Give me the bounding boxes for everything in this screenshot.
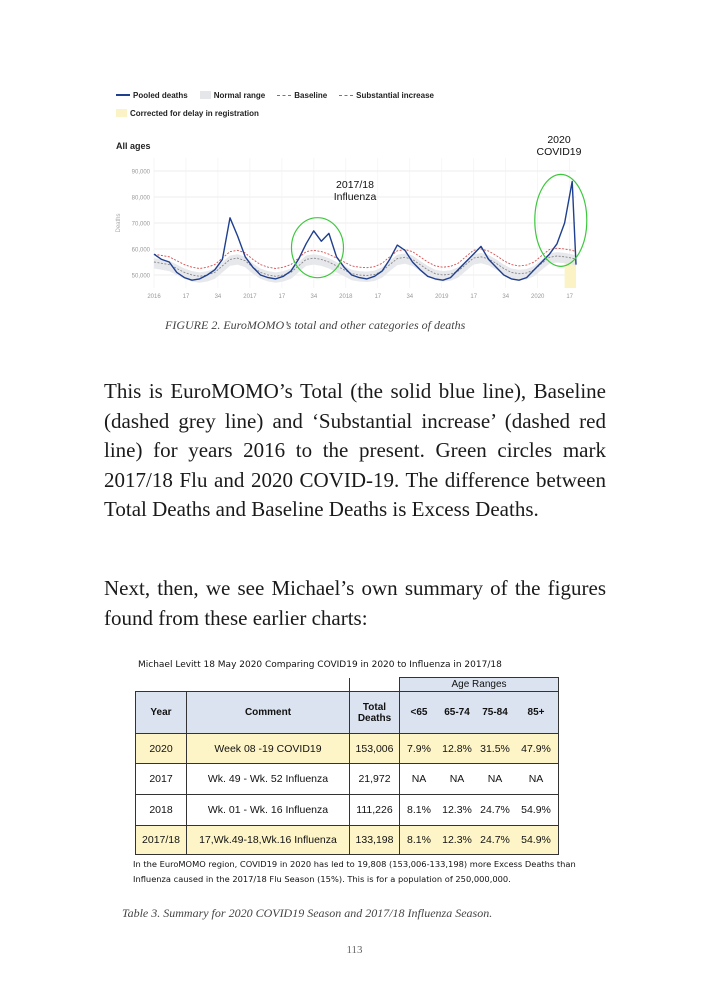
cell-total: 111,226 [350,795,400,826]
cell-85plus: 54.9% [514,826,559,855]
cell-comment: 17,Wk.49-18,Wk.16 Influenza [187,826,350,855]
cell-65-74: NA [438,764,476,795]
legend-baseline [277,91,327,100]
chart-legend [116,88,446,120]
table-handwritten-title: Michael Levitt 18 May 2020 Comparing COVID19 in 2020 to Influenza in 2017/18 [138,660,502,670]
note-line-2: Influenza caused in the 2017/18 Flu Season (15%). This is for a population of 250,000,000. [133,874,511,884]
figure-caption: FIGURE 2. EuroMOMO’s total and other categories of deaths [165,318,466,332]
legend-corrected [116,109,259,118]
col-header-year: Year [136,692,187,734]
table-row [136,795,559,826]
flu-annotation-name: Influenza [333,191,377,203]
y-tick-label: 50,000 [131,273,150,280]
cell-comment: Week 08 -19 COVID19 [187,734,350,764]
legend-substantial [339,91,434,100]
legend-pooled [116,91,188,100]
cell-under65: NA [400,764,439,795]
legend-corrected-label: Corrected for delay in registration [130,108,259,118]
mortality-chart [110,126,590,302]
cell-75-84: 24.7% [476,795,514,826]
x-tick-label: 2019 [435,294,449,300]
cell-total: 153,006 [350,734,400,764]
cell-under65: 8.1% [400,795,439,826]
col-header-75-84: 75-84 [476,692,514,734]
y-tick-label: 60,000 [131,247,150,254]
x-tick-label: 17 [182,294,190,300]
table-handwritten-note [133,857,578,887]
paragraph-text: This is EuroMOMO’s Total (the solid blue line), Baseline (dashed grey line) and ‘Substantial increase’ (dashed red line) for years 2016 to the present. Green circles mark 2017/18 Flu and 2020 COVID-19. The difference between Total Deaths and Baseline Deaths is Excess Deaths. [104,379,606,521]
normal-range-swatch [200,91,211,99]
body-paragraph-1 [104,377,606,525]
paragraph-text: Next, then, we see Michael’s own summary of the figures found from these earlier charts: [104,576,606,630]
age-ranges-header: Age Ranges [400,678,559,692]
cell-comment: Wk. 49 - Wk. 52 Influenza [187,764,350,795]
substantial-swatch [339,95,353,96]
x-tick-label: 17 [374,294,382,300]
summary-table [135,677,559,855]
page-number: 113 [346,944,363,956]
legend-normal-label: Normal range [213,90,266,100]
table-row [136,734,559,764]
cell-75-84: 24.7% [476,826,514,855]
flu-highlight-circle [291,218,343,278]
table-row [136,764,559,795]
corrected-swatch [116,109,127,117]
cell-75-84: NA [476,764,514,795]
cell-total: 133,198 [350,826,400,855]
cell-75-84: 31.5% [476,734,514,764]
cell-65-74: 12.3% [438,795,476,826]
cell-under65: 7.9% [400,734,439,764]
table-row [136,826,559,855]
legend-baseline-label: Baseline [294,90,328,100]
covid-annotation-name: COVID19 [536,146,582,158]
col-header-total: Total Deaths [350,692,400,734]
x-tick-label: 2017 [243,294,257,300]
y-axis-label: Deaths [116,213,122,233]
cell-85plus: NA [514,764,559,795]
y-tick-label: 90,000 [131,169,150,176]
cell-85plus: 47.9% [514,734,559,764]
col-header-65-74: 65-74 [438,692,476,734]
cell-65-74: 12.8% [438,734,476,764]
cell-65-74: 12.3% [438,826,476,855]
note-line-1: In the EuroMOMO region, COVID19 in 2020 has led to 19,808 (153,006-133,198) more Excess Deaths than [133,859,576,869]
col-header-85plus: 85+ [514,692,559,734]
flu-annotation-year: 2017/18 [336,179,374,191]
cell-under65: 8.1% [400,826,439,855]
covid-annotation-year: 2020 [547,134,571,146]
x-tick-label: 34 [502,294,510,300]
chart-subtitle: All ages [116,141,151,151]
x-tick-label: 17 [566,294,574,300]
table-caption: Table 3. Summary for 2020 COVID19 Season and 2017/18 Influenza Season. [122,906,493,920]
x-tick-label: 17 [278,294,286,300]
x-tick-label: 2018 [339,294,353,300]
x-tick-label: 17 [470,294,478,300]
y-tick-label: 70,000 [131,221,150,228]
col-header-under65: <65 [400,692,439,734]
x-tick-label: 34 [214,294,222,300]
flu-annotation [320,179,390,203]
body-paragraph-2 [104,574,606,633]
pooled-swatch [116,94,130,96]
legend-normal [200,91,266,100]
cell-year: 2017 [136,764,187,795]
cell-85plus: 54.9% [514,795,559,826]
x-tick-label: 2016 [147,294,161,300]
x-tick-label: 34 [406,294,414,300]
x-tick-label: 2020 [531,294,545,300]
cell-year: 2020 [136,734,187,764]
y-tick-label: 80,000 [131,195,150,202]
cell-comment: Wk. 01 - Wk. 16 Influenza [187,795,350,826]
legend-pooled-label: Pooled deaths [133,90,188,100]
covid-annotation [527,134,591,158]
cell-total: 21,972 [350,764,400,795]
legend-substantial-label: Substantial increase [356,90,434,100]
x-tick-label: 34 [310,294,318,300]
cell-year: 2018 [136,795,187,826]
cell-year: 2017/18 [136,826,187,855]
col-header-comment: Comment [187,692,350,734]
baseline-swatch [277,95,291,96]
